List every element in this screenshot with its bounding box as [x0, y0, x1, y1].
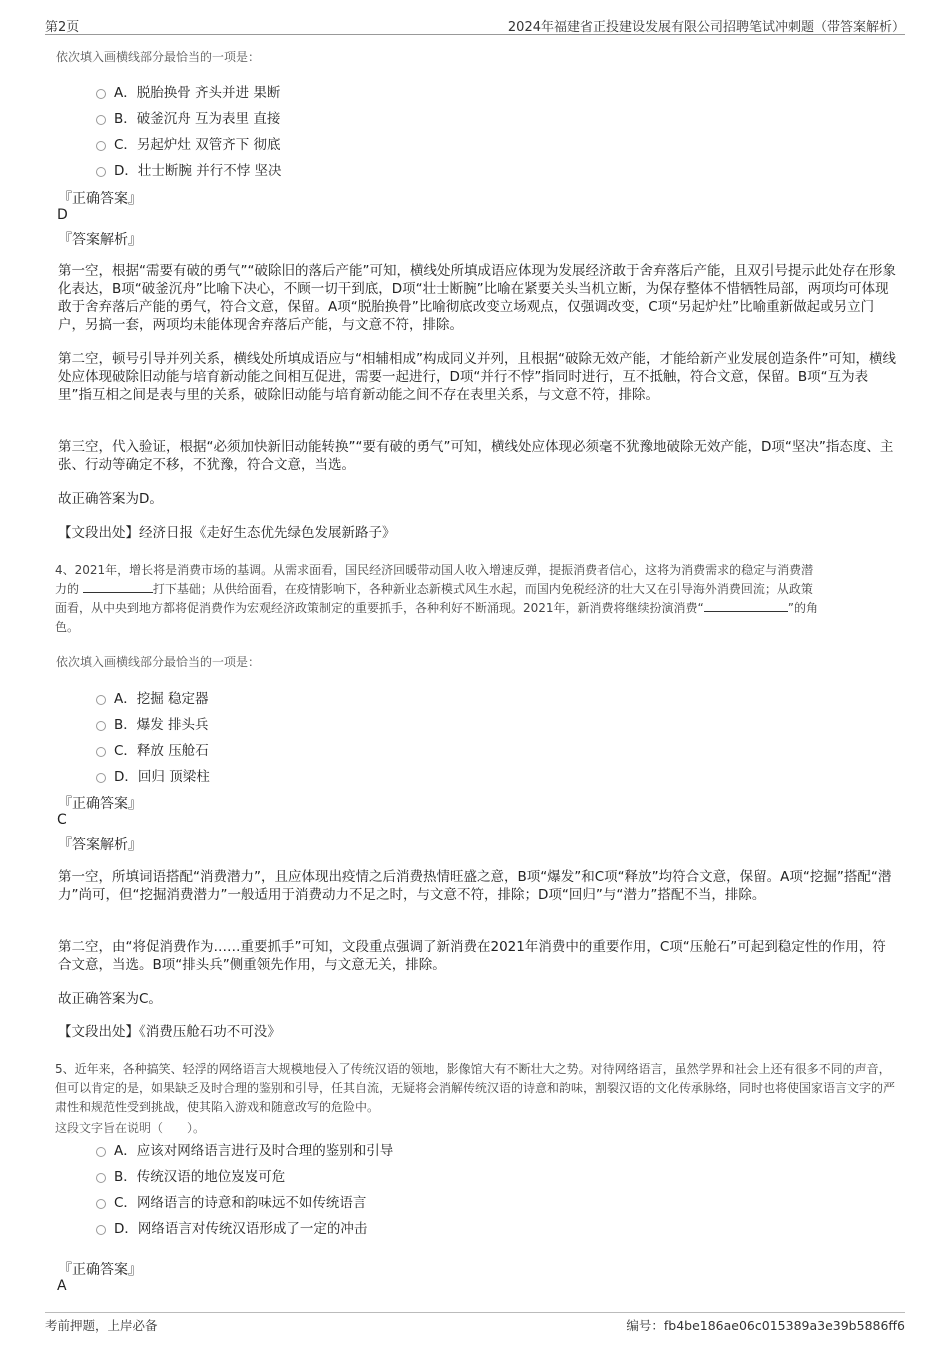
- radio-icon[interactable]: [96, 141, 106, 151]
- page-header: [45, 14, 905, 35]
- q3-options: [96, 78, 282, 182]
- q3-analysis-2: 第二空，顿号引导并列关系，横线处所填成语应与“相辅相成”构成同义并列，且根据“破除无效产能，才能给新产业发展创造条件”可知，横线处应体现破除旧动能与培育新动能之间相互促进，需要一起进行，D项“并行不悖”指同时进行，互不抵触，符合文意，保留。B项“互为表里”指互相之间是表与里的关系，破除旧动能与培育新动能之间不存在表里关系，与文意不符，排除。: [58, 351, 896, 403]
- q5-option-b[interactable]: B． 传统汉语的地位岌岌可危: [96, 1162, 393, 1188]
- q5-text: 5、近年来，各种搞笑、轻浮的网络语言大规模地侵入了传统汉语的领地，影像馆大有不断壮大之势。对待网络语言，虽然学界和社会上还有很多不同的声音，但可以肯定的是，如果缺乏及时合理的鉴别和引导，任其自流，无疑将会消解传统汉语的诗意和韵味，割裂汉语的文化传承脉络，同时也将使国家语言文字的严肃性和规范性受到挑战，使其陷入游戏和随意改写的危险中。: [55, 1062, 896, 1114]
- q3-analysis-1: 第一空，根据“需要有破的勇气”“破除旧的落后产能”可知，横线处所填成语应体现为发展经济敢于舍弃落后产能，且双引号提示此处存在形象化表达，B项“破釜沉舟”比喻下决心，不顾一切干到底，D项“壮士断腕”比喻在紧要关头当机立断，为保存整体不惜牺牲局部，两项均可体现敢于舍弃落后产能的勇气，符合文意，保留。A项“脱胎换骨”比喻彻底改变立场观点，仅强调改变，C项“另起炉灶”比喻重新做起或另立门户，另搞一套，两项均未能体现舍弃落后产能，与文意不符，排除。: [58, 263, 896, 333]
- q4-options: [96, 684, 210, 788]
- q5-option-a[interactable]: A． 应该对网络语言进行及时合理的鉴别和引导: [96, 1136, 393, 1162]
- q5-options: [96, 1136, 393, 1240]
- q5-answer-label: 『正确答案』: [58, 1262, 142, 1278]
- q4-option-b[interactable]: B． 爆发 排头兵: [96, 710, 210, 736]
- q4-text: 4、2021年，增长将是消费市场的基调。从需求面看，国民经济回暖带动国人收入增速反弹，提振消费者信心，这将为消费需求的稳定与消费潜 力的 打下基础；从供给面看，在疫情影响下，各种新业态新模式风生水起，而国内免税经济的壮大又在引导海外消费回流；从政策 面看，从中央到地方都将促消费作为宏观经济政策制定的重要抓手，各种利好不断涌现。2021年，新消费将继续扮演消费“ ”的角 色。: [55, 563, 818, 634]
- document-title: 2024年福建省正投建设发展有限公司招聘笔试冲刺题（带答案解析）: [507, 20, 905, 35]
- radio-icon[interactable]: [96, 115, 106, 125]
- q5-option-d[interactable]: D． 网络语言对传统汉语形成了一定的冲击: [96, 1214, 393, 1240]
- q4-answer: C: [57, 812, 67, 828]
- q4-blank-1: [83, 580, 153, 593]
- q4-analysis-label: 『答案解析』: [58, 837, 142, 853]
- page-number: 第2页: [45, 20, 80, 35]
- q4-analysis-1: 第一空，所填词语搭配“消费潜力”，且应体现出疫情之后消费热情旺盛之意，B项“爆发”和C项“释放”均符合文意，保留。A项“挖掘”搭配“潜力”尚可，但“挖掘消费潜力”一般适用于消费动力不足之时，与文意不符，排除；D项“回归”与“潜力”搭配不当，排除。: [58, 869, 892, 903]
- radio-icon[interactable]: [96, 1225, 106, 1235]
- q3-option-c[interactable]: C． 另起炉灶 双管齐下 彻底: [96, 130, 282, 156]
- radio-icon[interactable]: [96, 773, 106, 783]
- radio-icon[interactable]: [96, 167, 106, 177]
- q3-source: 【文段出处】经济日报《走好生态优先绿色发展新路子》: [58, 525, 396, 541]
- q4-prompt: 依次填入画横线部分最恰当的一项是：: [56, 655, 261, 669]
- q4-option-a[interactable]: A． 挖掘 稳定器: [96, 684, 210, 710]
- q3-option-d[interactable]: D． 壮士断腕 并行不悖 坚决: [96, 156, 282, 182]
- page-footer: [45, 1312, 905, 1333]
- q3-answer: D: [57, 207, 68, 223]
- q3-option-b[interactable]: B． 破釜沉舟 互为表里 直接: [96, 104, 282, 130]
- radio-icon[interactable]: [96, 1173, 106, 1183]
- document-id: 编号：fb4be186ae06c015389a3e39b5886ff6: [626, 1318, 905, 1333]
- q4-option-c[interactable]: C． 释放 压舱石: [96, 736, 210, 762]
- q5-option-c[interactable]: C． 网络语言的诗意和韵味远不如传统语言: [96, 1188, 393, 1214]
- q4-conclusion: 故正确答案为C。: [58, 991, 162, 1007]
- q3-answer-label: 『正确答案』: [58, 191, 142, 207]
- footer-slogan: 考前押题，上岸必备: [45, 1318, 158, 1333]
- q3-analysis-3: 第三空，代入验证，根据“必须加快新旧动能转换”“要有破的勇气”可知，横线处应体现必须毫不犹豫地破除无效产能，D项“坚决”指态度、主张、行动等确定不移，不犹豫，符合文意，当选。: [58, 439, 894, 473]
- q4-blank-2: [704, 599, 788, 612]
- q4-answer-label: 『正确答案』: [58, 796, 142, 812]
- radio-icon[interactable]: [96, 747, 106, 757]
- q5-answer: A: [57, 1278, 67, 1294]
- radio-icon[interactable]: [96, 1147, 106, 1157]
- q3-prompt: 依次填入画横线部分最恰当的一项是：: [56, 50, 261, 64]
- radio-icon[interactable]: [96, 89, 106, 99]
- q5-prompt: 这段文字旨在说明（ ）。: [55, 1121, 206, 1135]
- q4-analysis-2: 第二空，由“将促消费作为……重要抓手”可知，文段重点强调了新消费在2021年消费中的重要作用，C项“压舱石”可起到稳定性的作用，符合文意，当选。B项“排头兵”侧重领先作用，与文意无关，排除。: [58, 939, 886, 973]
- radio-icon[interactable]: [96, 695, 106, 705]
- q3-conclusion: 故正确答案为D。: [58, 491, 163, 507]
- q3-option-a[interactable]: A． 脱胎换骨 齐头并进 果断: [96, 78, 282, 104]
- q4-source: 【文段出处】《消费压舱石功不可没》: [58, 1024, 281, 1040]
- radio-icon[interactable]: [96, 721, 106, 731]
- q3-analysis-label: 『答案解析』: [58, 232, 142, 248]
- q4-option-d[interactable]: D． 回归 顶梁柱: [96, 762, 210, 788]
- radio-icon[interactable]: [96, 1199, 106, 1209]
